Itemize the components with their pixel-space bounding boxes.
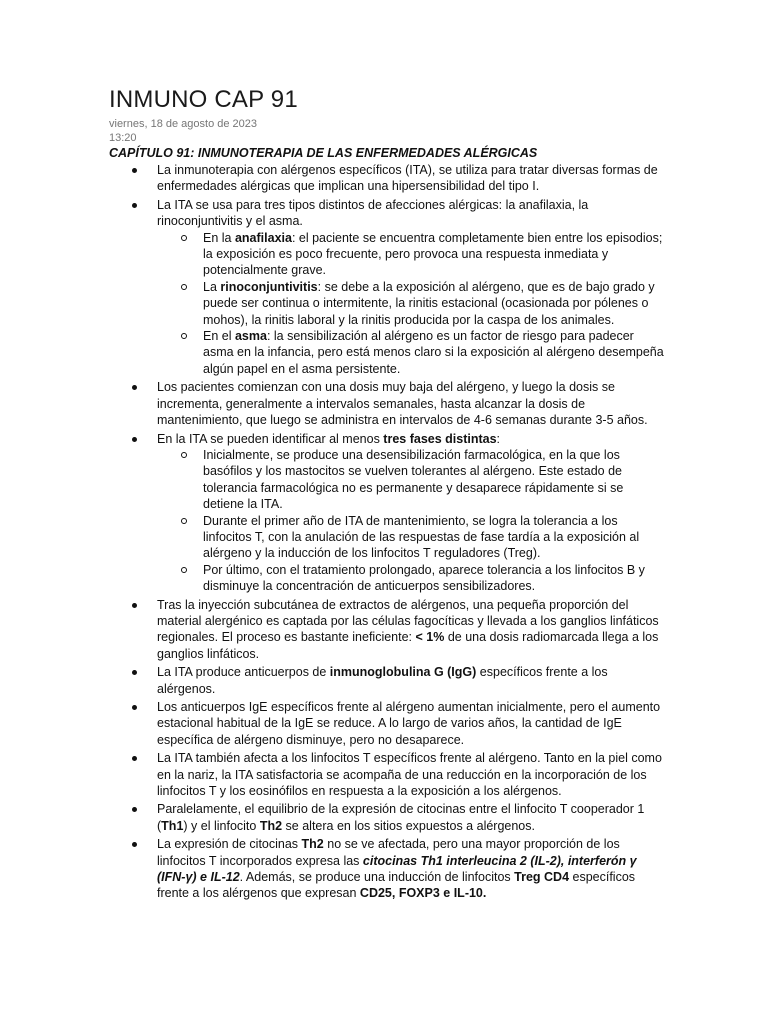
list-item[interactable] bbox=[0, 801, 667, 834]
bullet-dot-icon bbox=[132, 756, 137, 761]
sub-list-item[interactable] bbox=[0, 230, 665, 279]
bold-term: Th1 bbox=[161, 818, 184, 833]
text-run: La ITA produce anticuerpos de bbox=[157, 665, 330, 680]
text-run: no se ve afectada, pero una mayor proporción de los linfocitos T incorporados expresa las bbox=[157, 837, 620, 868]
list-item[interactable] bbox=[0, 836, 667, 902]
list-item-text: La ITA se usa para tres tipos distintos de afecciones alérgicas: la anafilaxia, la rinoconjuntivitis y el asma. bbox=[157, 197, 589, 229]
bullet-circle-icon bbox=[181, 333, 187, 339]
bold-term: CD25, FOXP3 e IL-10. bbox=[359, 886, 487, 901]
bullet-circle-icon bbox=[181, 284, 187, 290]
text-run: específicos frente a los alérgenos que expresan bbox=[157, 870, 636, 901]
bold-term: Treg CD4 bbox=[514, 870, 570, 885]
bullet-dot-icon bbox=[132, 842, 137, 847]
text-run: Durante el primer año de ITA de mantenimiento, se logra la tolerancia a los linfocitos T, con la anulación de las respuestas de fase tardía a la exposición al alérgeno y la inducción de los linfocitos T reguladores (Treg). bbox=[203, 513, 640, 561]
bullet-dot-icon bbox=[132, 603, 137, 608]
list-item[interactable] bbox=[0, 197, 667, 377]
bold-term: inmunoglobulina G (IgG) bbox=[329, 665, 477, 680]
text-run: se altera en los sitios expuestos a alérgenos. bbox=[282, 818, 535, 833]
list-item[interactable] bbox=[0, 379, 667, 428]
text-run: . Además, se produce una inducción de linfocitos bbox=[239, 870, 515, 885]
list-item[interactable] bbox=[0, 750, 667, 799]
bold-term: Th2 bbox=[259, 818, 283, 833]
list-item[interactable] bbox=[0, 699, 667, 748]
page-title[interactable]: INMUNO CAP 91 bbox=[109, 86, 298, 113]
list-item-text: La inmunoterapia con alérgenos específicos (ITA), se utiliza para tratar diversas formas de enfermedades alérgicas que implican una hipersensibilidad del tipo I. bbox=[157, 163, 658, 194]
list-item-text: La ITA también afecta a los linfocitos T específicos frente al alérgeno. Tanto en la piel como en la nariz, la ITA satisfactoria se acompaña de una reducción en la incorporación de los linfocitos T y los eosinófilos en respuesta a la exposición a los alérgenos. bbox=[157, 751, 662, 799]
bullet-dot-icon bbox=[132, 437, 137, 442]
bullet-dot-icon bbox=[132, 807, 137, 812]
list-item[interactable] bbox=[0, 597, 667, 663]
list-item[interactable] bbox=[0, 664, 667, 697]
text-run: En el bbox=[203, 329, 235, 344]
text-run: específicos frente a los alérgenos. bbox=[157, 665, 608, 696]
list-item[interactable] bbox=[0, 431, 667, 595]
text-run: Tras la inyección subcutánea de extractos de alérgenos, una pequeña proporción del material alergénico es captada por las células fagocíticas y llevada a los ganglios linfáticos regionales. El proceso es bastante ineficiente: bbox=[157, 597, 659, 645]
notes-body bbox=[0, 162, 768, 904]
bold-term: rinoconjuntivitis bbox=[220, 279, 318, 294]
sub-list-item[interactable] bbox=[0, 562, 665, 595]
bullet-circle-icon bbox=[181, 518, 187, 524]
page-date: viernes, 18 de agosto de 2023 bbox=[109, 118, 258, 130]
list-item-text: Los pacientes comienzan con una dosis muy baja del alérgeno, y luego la dosis se incrementa, generalmente a intervalos semanales, hasta alcanzar la dosis de mantenimiento, que luego se administra en intervalos de 4-6 semanas durante 3-5 años. bbox=[157, 380, 648, 428]
text-run: En la bbox=[203, 230, 235, 245]
text-run: : la sensibilización al alérgeno es un factor de riesgo para padecer asma en la infancia, pero está menos claro si la exposición al alérgeno desempeña algún papel en el asma persistente. bbox=[203, 329, 664, 376]
page-time: 13:20 bbox=[109, 132, 137, 144]
bold-term: anafilaxia bbox=[234, 230, 292, 245]
bullet-dot-icon bbox=[132, 670, 137, 675]
bullet-dot-icon bbox=[132, 705, 137, 710]
text-run: La bbox=[203, 279, 221, 294]
text-run: Paralelamente, el equilibrio de la expresión de citocinas entre el linfocito T cooperador 1 ( bbox=[157, 802, 645, 833]
bullet-circle-icon bbox=[181, 235, 187, 241]
bullet-list bbox=[0, 162, 768, 902]
text-run: : el paciente se encuentra completamente bien entre los episodios; la exposición es poco frecuente, pero provoca una respuesta inmediata y potencialmente grave. bbox=[203, 230, 663, 278]
sub-list bbox=[0, 447, 667, 595]
bold-italic-term: citocinas Th1 interleucina 2 (IL-2), interferón γ (IFN-γ) e IL-12 bbox=[157, 853, 637, 885]
sub-list bbox=[0, 230, 667, 378]
bullet-circle-icon bbox=[181, 567, 187, 573]
bullet-dot-icon bbox=[132, 385, 137, 390]
sub-list-item[interactable] bbox=[0, 328, 665, 377]
bold-term: tres fases distintas bbox=[383, 431, 497, 446]
chapter-heading[interactable]: CAPÍTULO 91: INMUNOTERAPIA DE LAS ENFERMEDADES ALÉRGICAS bbox=[109, 146, 538, 160]
text-run: La expresión de citocinas bbox=[157, 837, 302, 852]
bullet-dot-icon bbox=[132, 168, 137, 173]
text-run: : se debe a la exposición al alérgeno, que es de bajo grado y puede ser continua o intermitente, la rinitis estacional (ocasionada por pólenes o mohos), la rinitis laboral y la rinitis producida por la caspa de los animales. bbox=[203, 279, 655, 327]
sub-list-item[interactable] bbox=[0, 513, 665, 562]
bold-term: < 1% bbox=[415, 630, 445, 645]
text-run: Por último, con el tratamiento prolongado, aparece tolerancia a los linfocitos B y disminuye la concentración de anticuerpos sensibilizadores. bbox=[203, 562, 645, 594]
list-item[interactable] bbox=[0, 162, 667, 195]
bullet-dot-icon bbox=[132, 203, 137, 208]
text-run: de una dosis radiomarcada llega a los ganglios linfáticos. bbox=[157, 630, 659, 661]
bold-term: Th2 bbox=[301, 837, 324, 852]
text-run: : bbox=[496, 431, 501, 446]
sub-list-item[interactable] bbox=[0, 447, 665, 513]
bullet-circle-icon bbox=[181, 452, 187, 458]
text-run: En la ITA se pueden identificar al menos bbox=[157, 431, 384, 446]
bold-term: asma bbox=[234, 329, 267, 344]
text-run: Inicialmente, se produce una desensibilización farmacológica, en la que los basófilos y los mastocitos se vuelven tolerantes al alérgeno. Este estado de tolerancia farmacológica no es permanente y desaparece rápidamente si se detiene la ITA. bbox=[203, 447, 624, 512]
sub-list-item[interactable] bbox=[0, 279, 665, 328]
text-run: ) y el linfocito bbox=[183, 818, 260, 833]
list-item-text: Los anticuerpos IgE específicos frente al alérgeno aumentan inicialmente, pero el aumento estacional habitual de la IgE se reduce. A lo largo de varios años, la cantidad de IgE específica de alérgeno disminuye, pero no desaparece. bbox=[157, 700, 661, 747]
